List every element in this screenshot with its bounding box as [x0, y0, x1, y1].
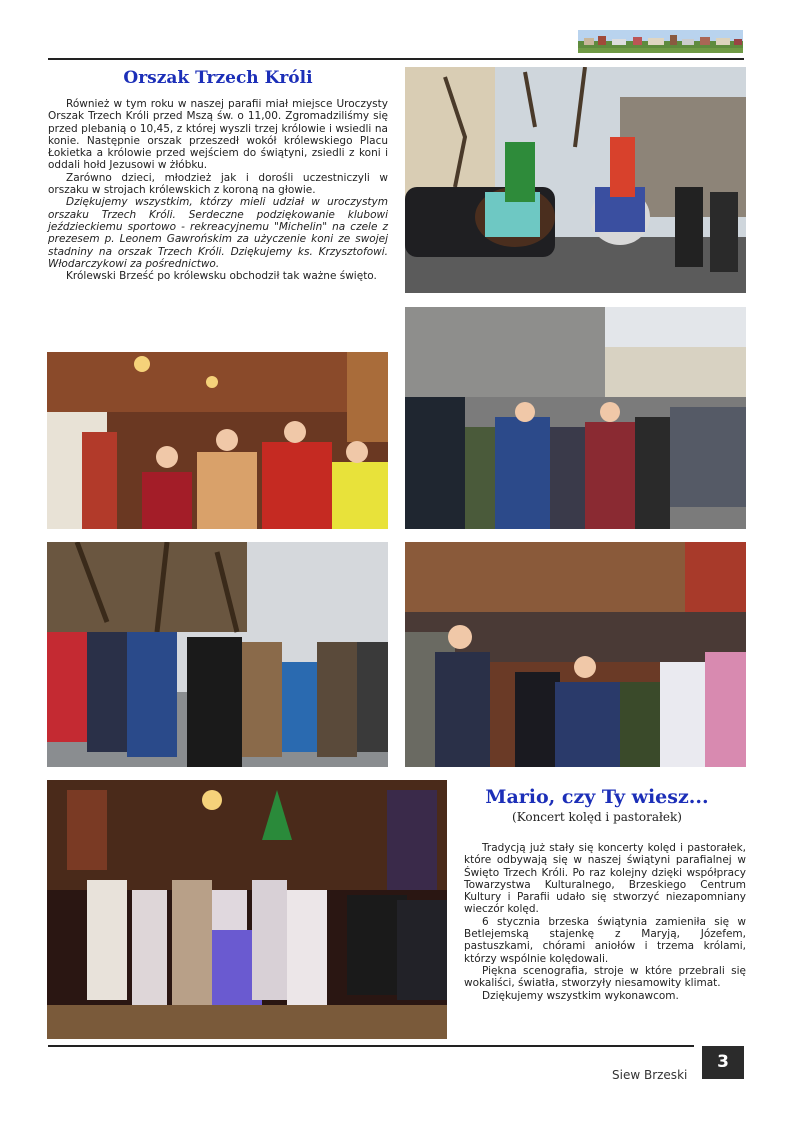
footer-publication-name: Siew Brzeski	[612, 1068, 688, 1082]
page-number-badge: 3	[702, 1046, 744, 1079]
paragraph: Dziękujemy wszystkim wykonawcom.	[482, 989, 679, 1002]
paragraph: Dziękujemy wszystkim, którzy mieli udział w uroczystym orszaku Trzech Króli. Serdeczne podziękowanie klubowi jeździeckiemu sportowo - rekreacyjnemu "Michelin" na czele z prezesem p. Leonem Gawrońskim za użyczenie koni ze swojej stadniny na orszak Trzech Króli. Dziękujemy ks. Krzysztofowi. Włodarczykowi za pośrednictwo.	[48, 196, 388, 270]
header-banner-image	[578, 30, 743, 53]
paragraph: Piękna scenografia, stroje w które przebrali się wokaliści, światła, stworzyły niesamowity klimat.	[464, 964, 746, 990]
article-title-orszak: Orszak Trzech Króli	[123, 68, 313, 88]
photo-carol-concert	[47, 780, 447, 1039]
paragraph: Również w tym roku w naszej parafii miał miejsce Uroczysty Orszak Trzech Króli przed Mszą św. o 11,00. Zgromadziliśmy się przed plebanią o 10,45, z której wyszli trzej królowie i wsiedli na konie. Następnie orszak przeszedł wokół królewskiego Placu Łokietka a królowie przed wejściem do świątyni, zsiedli z koni i oddali hołd Jezusowi w żłóbku.	[48, 98, 388, 172]
paragraph: Zarówno dzieci, młodzież jak i dorośli uczestniczyli w orszaku w strojach królewskich z koroną na głowie.	[48, 171, 388, 197]
photo-church-crowned-children	[405, 542, 746, 767]
photo-church-children-crowns	[47, 352, 388, 529]
article-title-mario: Mario, czy Ty wiesz...	[485, 786, 709, 808]
article-subtitle-mario: (Koncert kolęd i pastorałek)	[512, 810, 682, 824]
footer-rule	[48, 1045, 694, 1047]
article-body-mario	[464, 842, 746, 1002]
paragraph: 6 stycznia brzeska świątynia zamieniła się w Betlejemską stajenkę z Maryją, Józefem, pastuszkami, chórami aniołów i trzema królami, którzy wspólnie kolędowali.	[464, 915, 746, 965]
paragraph: Tradycją już stały się koncerty kolęd i pastorałek, które odbywają się w naszej świątyni parafialnej w Święto Trzech Króli. Po raz kolejny dzięki współpracy Towarzystwa Kulturalnego, Brzeskiego Centrum Kultury i Parafii udało się stworzyć niezapomniany wieczór kolęd.	[464, 842, 746, 916]
article-body-orszak	[48, 98, 388, 282]
paragraph: Królewski Brześć po królewsku obchodził tak ważne święto.	[66, 270, 377, 283]
header-rule	[48, 58, 744, 60]
photo-procession-crowd	[405, 307, 746, 529]
photo-outdoor-gathering	[47, 542, 388, 767]
photo-kings-on-horses	[405, 67, 746, 293]
